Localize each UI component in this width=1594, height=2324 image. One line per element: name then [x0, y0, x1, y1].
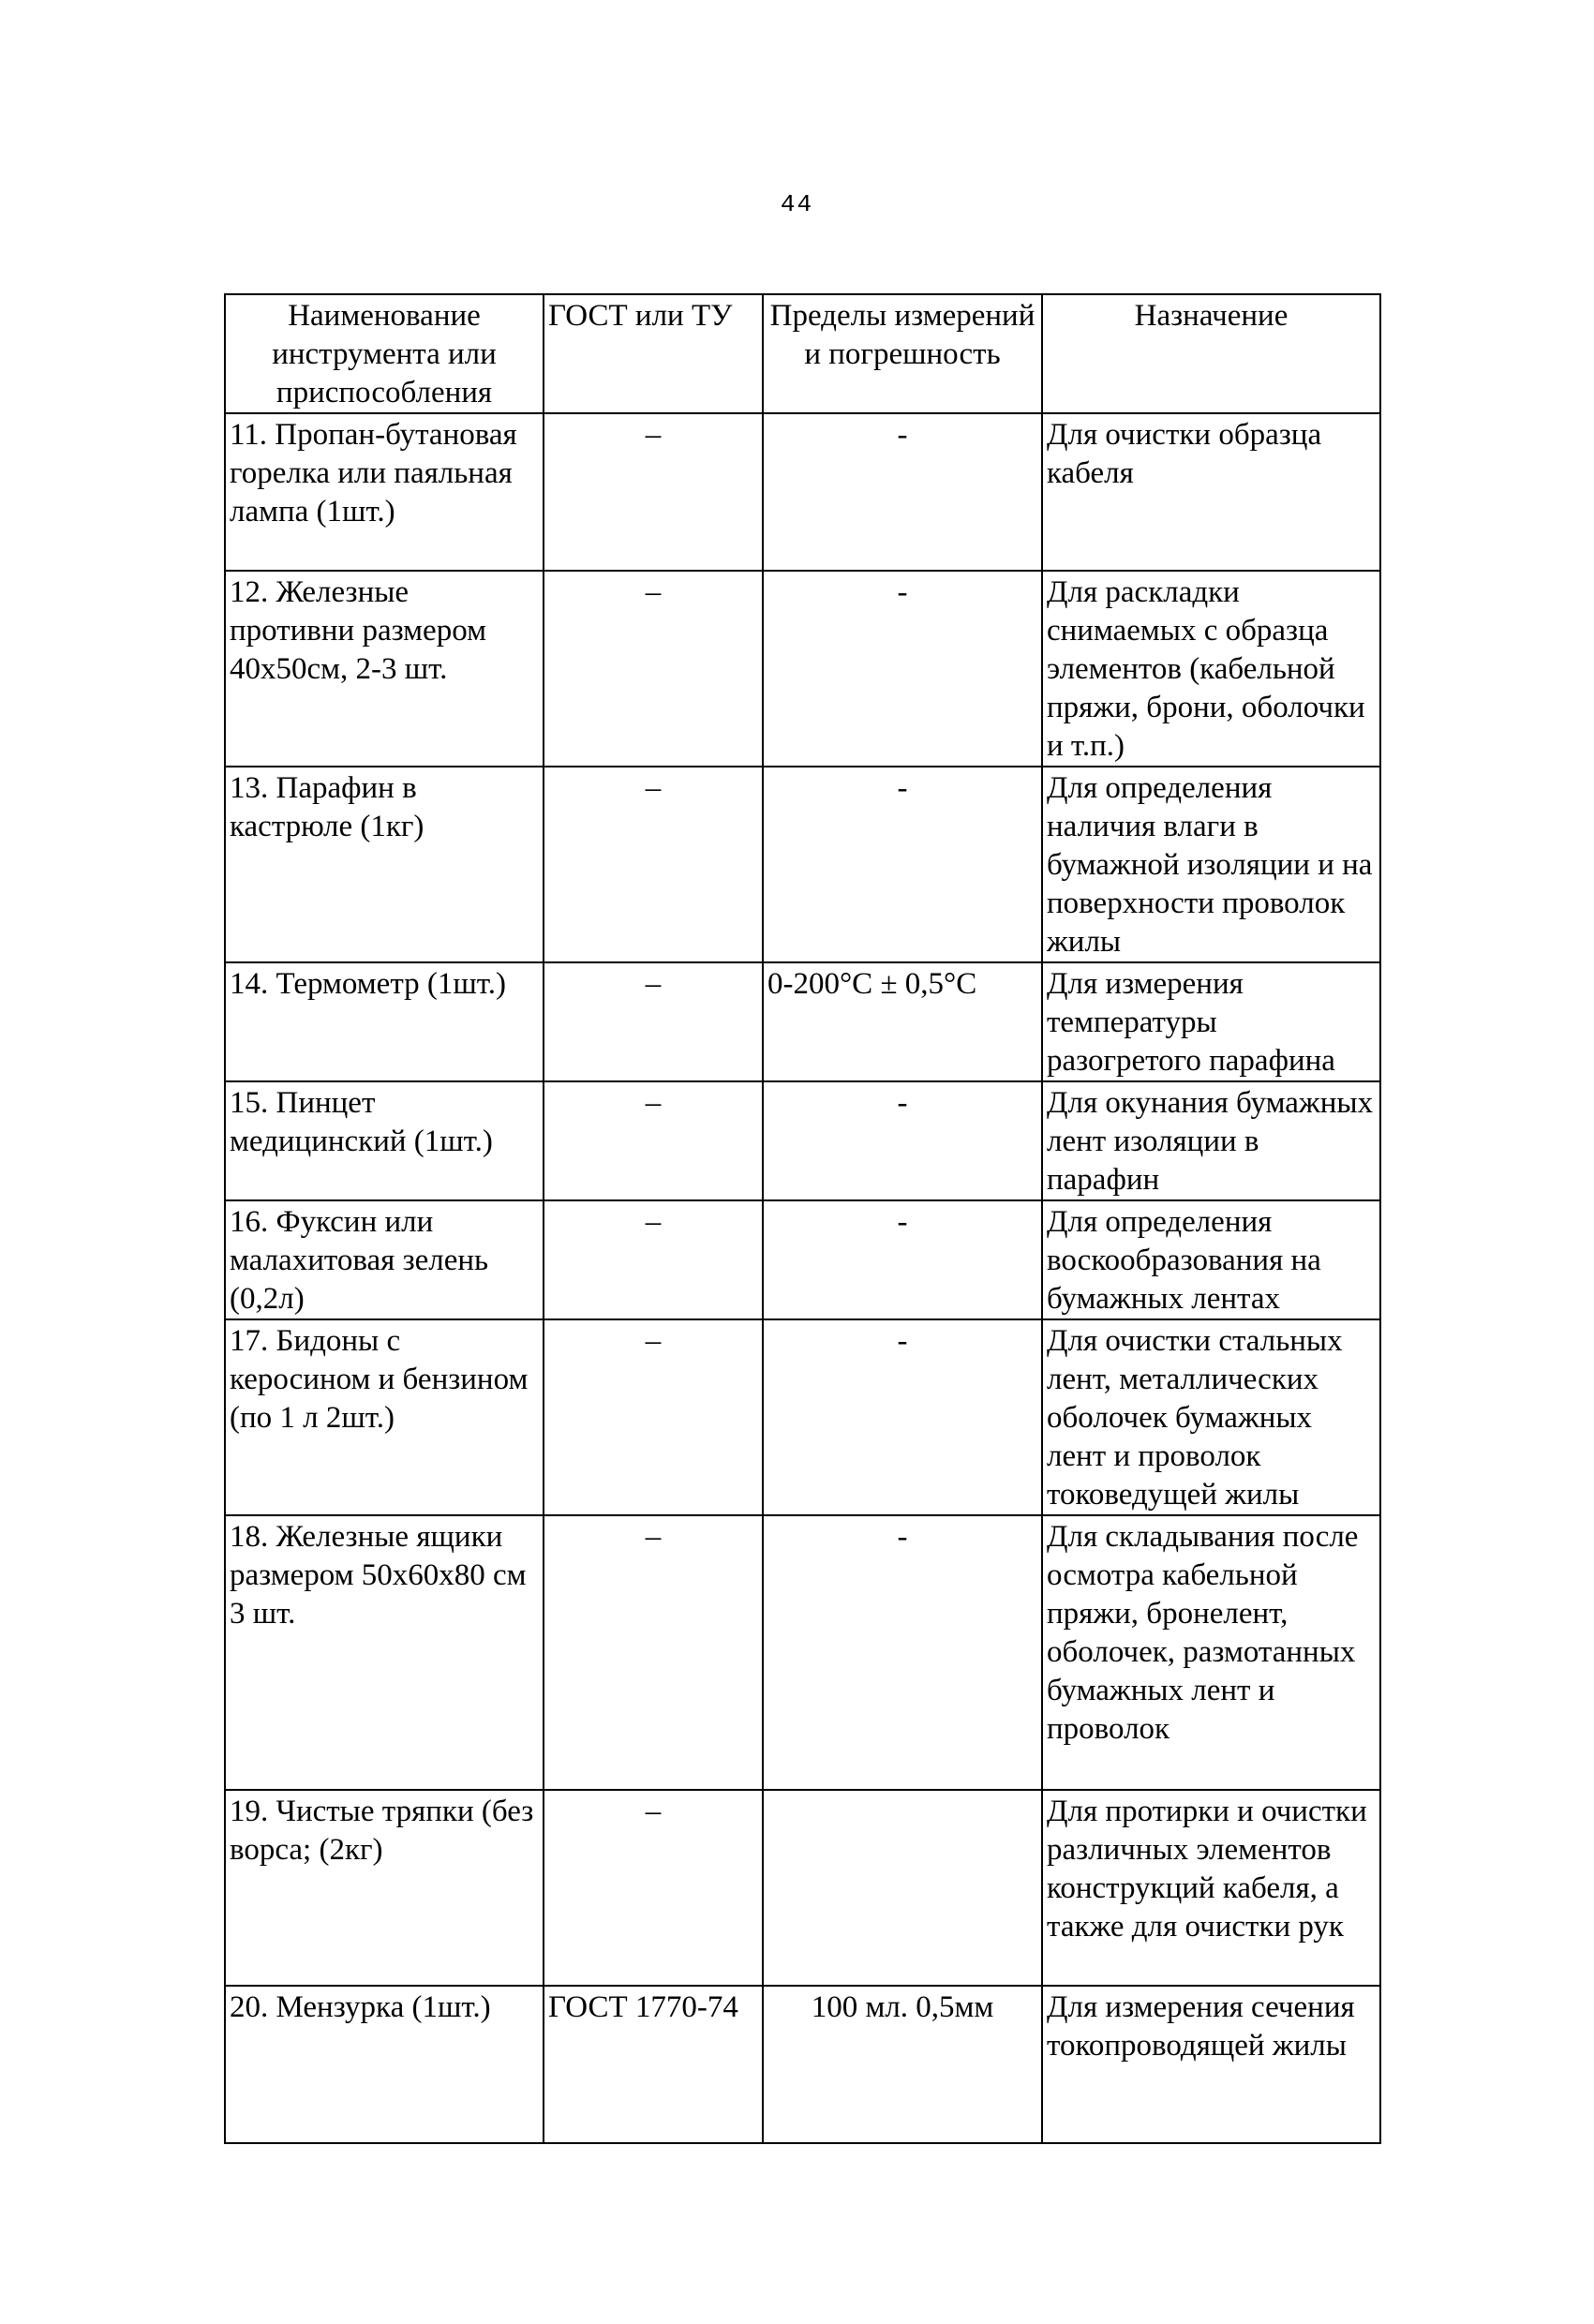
table-row: [225, 767, 1380, 962]
table-row: [225, 962, 1380, 1081]
header-purpose: Назначение: [1042, 294, 1380, 413]
table-row: [225, 571, 1380, 767]
cell-purpose: Для раскладки снимаемых с образца элементов (кабельной пряжи, брони, оболочки и т.п.): [1042, 571, 1380, 767]
cell-gost: –: [544, 413, 763, 571]
cell-gost: –: [544, 1081, 763, 1200]
cell-gost: –: [544, 1319, 763, 1515]
cell-name: 18. Железные ящики размером 50х60х80 см 3 шт.: [225, 1515, 544, 1790]
cell-purpose: Для складывания после осмотра кабельной пряжи, бронелент, оболочек, размотанных бумажных лент и проволок: [1042, 1515, 1380, 1790]
cell-name: 20. Мензурка (1шт.): [225, 1986, 544, 2143]
cell-gost: –: [544, 1515, 763, 1790]
cell-purpose: Для измерения температуры разогретого парафина: [1042, 962, 1380, 1081]
cell-purpose: Для окунания бумажных лент изоляции в парафин: [1042, 1081, 1380, 1200]
cell-range: -: [763, 1081, 1042, 1200]
cell-purpose: Для протирки и очистки различных элементов конструкций кабеля, а также для очистки рук: [1042, 1790, 1380, 1986]
cell-name: 13. Парафин в кастрюле (1кг): [225, 767, 544, 962]
table-row: [225, 1081, 1380, 1200]
page-number: 44: [780, 190, 814, 218]
table-row: [225, 1319, 1380, 1515]
cell-purpose: Для очистки образца кабеля: [1042, 413, 1380, 571]
table-row: [225, 1200, 1380, 1319]
cell-range: [763, 1790, 1042, 1986]
cell-name: 19. Чистые тряпки (без ворса; (2кг): [225, 1790, 544, 1986]
cell-purpose: Для определения наличия влаги в бумажной изоляции и на поверхности проволок жилы: [1042, 767, 1380, 962]
cell-gost: –: [544, 767, 763, 962]
cell-name: 11. Пропан-бутановая горелка или паяльная лампа (1шт.): [225, 413, 544, 571]
cell-name: 17. Бидоны с керосином и бензином (по 1 л 2шт.): [225, 1319, 544, 1515]
instruments-table: [224, 293, 1381, 2144]
cell-gost: –: [544, 1790, 763, 1986]
cell-range: 0-200°С ± 0,5°С: [763, 962, 1042, 1081]
cell-range: -: [763, 1319, 1042, 1515]
cell-name: 14. Термометр (1шт.): [225, 962, 544, 1081]
header-range: Пределы измерений и погрешность: [763, 294, 1042, 413]
table-row: [225, 1986, 1380, 2143]
cell-name: 12. Железные противни размером 40х50см, 2-3 шт.: [225, 571, 544, 767]
header-gost: ГОСТ или ТУ: [544, 294, 763, 413]
table-row: [225, 413, 1380, 571]
cell-purpose: Для очистки стальных лент, металлических оболочек бумажных лент и проволок токоведущей жилы: [1042, 1319, 1380, 1515]
cell-name: 16. Фуксин или малахитовая зелень (0,2л): [225, 1200, 544, 1319]
cell-range: -: [763, 767, 1042, 962]
cell-purpose: Для определения воскообразования на бумажных лентах: [1042, 1200, 1380, 1319]
cell-range: -: [763, 1515, 1042, 1790]
cell-range: -: [763, 413, 1042, 571]
cell-gost: –: [544, 1200, 763, 1319]
cell-gost: ГОСТ 1770-74: [544, 1986, 763, 2143]
header-name: Наименование инструмента или приспособления: [225, 294, 544, 413]
cell-range: -: [763, 1200, 1042, 1319]
cell-gost: –: [544, 571, 763, 767]
table-row: [225, 1515, 1380, 1790]
cell-range: 100 мл. 0,5мм: [763, 1986, 1042, 2143]
cell-range: -: [763, 571, 1042, 767]
table-row: [225, 1790, 1380, 1986]
table-header-row: [225, 294, 1380, 413]
cell-name: 15. Пинцет медицинский (1шт.): [225, 1081, 544, 1200]
cell-purpose: Для измерения сечения токопроводящей жилы: [1042, 1986, 1380, 2143]
cell-gost: –: [544, 962, 763, 1081]
